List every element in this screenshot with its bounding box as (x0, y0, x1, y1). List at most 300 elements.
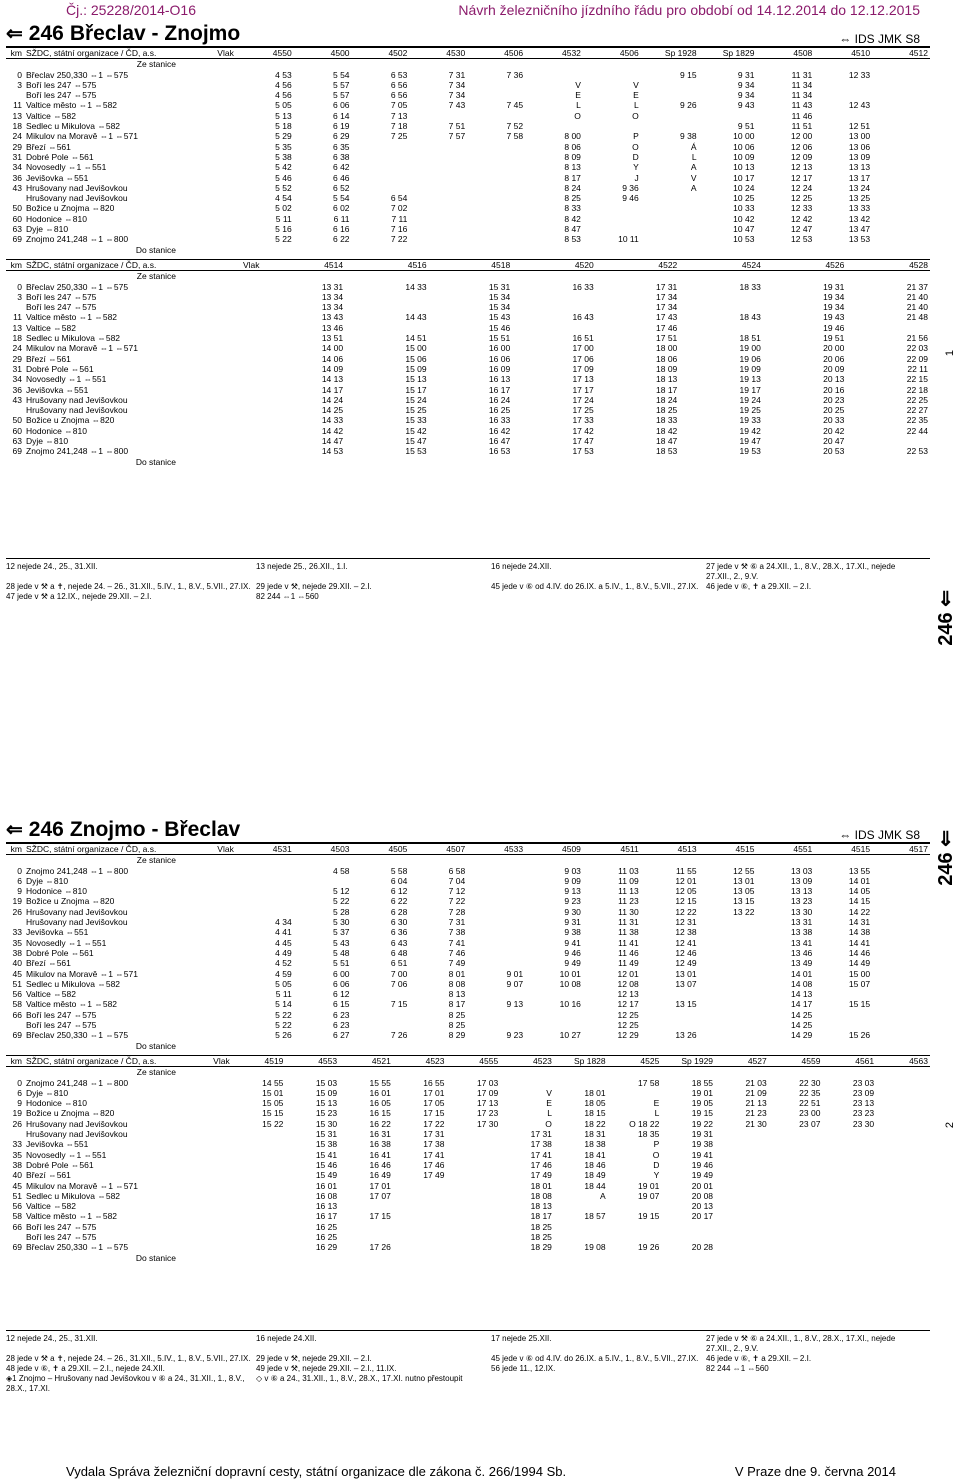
departure-time: 15 03 (315, 1077, 338, 1088)
departure-time (393, 1181, 447, 1191)
departure-time (608, 1201, 662, 1211)
departure-time: O (632, 141, 639, 152)
departure-time: L (654, 1108, 660, 1119)
station-km (6, 1020, 24, 1030)
departure-time: 8 17 (448, 999, 466, 1010)
departure-time: 6 12 (332, 989, 350, 1000)
departure-time: 17 00 (572, 343, 594, 354)
departure-time: 9 34 (737, 79, 755, 90)
departure-time: 12 08 (617, 978, 639, 989)
departure-time: 17 30 (476, 1118, 499, 1129)
departure-time (467, 866, 525, 876)
station-name: Sedlec u Mikulova ⇔582 (26, 978, 121, 989)
departure-time (769, 1201, 823, 1211)
departure-time: 19 46 (691, 1159, 714, 1170)
train-number: 4502 (352, 48, 410, 59)
station-name: Březí ⇔561 (26, 958, 71, 969)
departure-time: 16 41 (369, 1149, 391, 1160)
departure-time: 6 00 (332, 968, 350, 979)
table-row (6, 917, 930, 927)
timetable-section-breclav-znojmo (6, 22, 930, 467)
departure-time: 17 22 (423, 1118, 445, 1129)
departure-time: 11 03 (618, 865, 639, 876)
departure-time: 21 40 (906, 291, 928, 302)
departure-time: 12 17 (617, 999, 639, 1010)
departure-time: 18 55 (691, 1077, 714, 1088)
departure-time: 13 55 (848, 865, 871, 876)
departure-time: 15 17 (405, 384, 427, 395)
departure-time: 5 12 (332, 886, 350, 897)
departure-time: 10 11 (618, 234, 639, 245)
from-station-label: Ze stanice (136, 271, 176, 282)
table-row (6, 90, 930, 100)
departure-time (769, 1242, 823, 1252)
departure-time (393, 1191, 447, 1201)
station-name: Hrušovany nad Jevišovkou (26, 917, 128, 928)
departure-time: 12 13 (617, 989, 639, 1000)
departure-time: 21 23 (745, 1108, 767, 1119)
departure-time: 10 27 (559, 1030, 581, 1041)
departure-time: 16 17 (315, 1211, 338, 1222)
departure-time: 16 42 (488, 425, 511, 436)
departure-time: 13 25 (848, 193, 871, 204)
departure-time: 7 34 (448, 90, 466, 101)
departure-time: 13 03 (791, 865, 813, 876)
departure-time: 14 01 (848, 875, 871, 886)
departure-time: 10 16 (559, 999, 581, 1010)
departure-time: 12 38 (675, 927, 697, 938)
departure-time (294, 876, 352, 886)
departure-time: 16 05 (369, 1098, 391, 1109)
train-number: 4523 (500, 1055, 554, 1066)
station-name: Dyje ⇔810 (26, 1087, 69, 1098)
departure-time: 18 29 (530, 1242, 552, 1253)
departure-time: A (690, 162, 697, 173)
station-km: 43 (12, 394, 22, 405)
station-name: Znojmo 241,248 ⇔1 ⇔800 (26, 1077, 129, 1088)
departure-time: 13 38 (791, 927, 813, 938)
departure-time (409, 183, 467, 193)
table-row (6, 886, 930, 896)
train-number: 4513 (641, 844, 699, 855)
departure-time (232, 1232, 286, 1242)
departure-time: 19 24 (739, 394, 761, 405)
table-row (6, 203, 930, 213)
departure-time: P (633, 131, 639, 142)
departure-time: 15 51 (488, 333, 511, 344)
train-number: 4500 (294, 48, 352, 59)
departure-time: 13 23 (791, 896, 813, 907)
departure-time: 16 06 (488, 353, 511, 364)
departure-time: 7 05 (390, 100, 408, 111)
departure-time: 15 23 (315, 1108, 338, 1119)
station-name: Dobré Pole ⇔561 (26, 363, 94, 374)
departure-time (769, 1160, 823, 1170)
departure-time: 16 00 (488, 343, 511, 354)
departure-time: E (546, 1098, 552, 1109)
departure-time: 8 01 (448, 968, 466, 979)
station-name: Sedlec u Mikulova ⇔582 (26, 1190, 121, 1201)
departure-time: 18 57 (584, 1211, 606, 1222)
train-number: 4515 (814, 844, 872, 855)
departure-time (814, 989, 872, 999)
departure-time (822, 1181, 876, 1191)
departure-time: 8 24 (564, 182, 581, 193)
station-km: 40 (12, 1170, 22, 1181)
departure-time: 7 41 (448, 937, 466, 948)
departure-time: 9 23 (506, 1030, 524, 1041)
departure-time (814, 111, 872, 121)
departure-time: 23 07 (799, 1118, 821, 1129)
station-name: Jevišovka ⇔551 (26, 172, 89, 183)
table-row (6, 111, 930, 121)
departure-time: 7 46 (448, 947, 466, 958)
departure-time: 18 25 (530, 1231, 552, 1242)
table-row (6, 374, 930, 384)
table-row (6, 70, 930, 80)
departure-time: 17 07 (369, 1190, 391, 1201)
footnote: 13 nejede 25., 26.XII., 1.I. (256, 562, 348, 571)
departure-time: 5 26 (275, 1030, 292, 1041)
departure-time (339, 1222, 393, 1232)
departure-time: 12 25 (791, 193, 813, 204)
line-number: 246 (28, 817, 64, 841)
departure-time: 6 51 (390, 958, 408, 969)
departure-time: 5 16 (275, 224, 292, 235)
departure-time (814, 1020, 872, 1030)
table-row (6, 282, 930, 292)
station-name: Dyje ⇔810 (26, 435, 69, 446)
train-number: 4508 (756, 48, 814, 59)
departure-time: 8 29 (448, 1030, 466, 1041)
departure-time: 13 17 (848, 172, 871, 183)
station-name: Dobré Pole ⇔561 (26, 947, 94, 958)
km-header: km (6, 844, 24, 855)
table-row (6, 907, 930, 917)
departure-time: 20 25 (823, 405, 845, 416)
departure-time: 21 30 (745, 1118, 767, 1129)
station-km: 66 (12, 1009, 22, 1020)
footnote: 28 jede v ⚒ a ✝, nejede 24. – 26., 31.XII., 5.IV., 1., 8.V., 5.VII., 27.IX. (6, 1354, 251, 1363)
train-number: 4559 (769, 1055, 823, 1066)
departure-time (699, 969, 757, 979)
departure-time: 12 55 (733, 865, 755, 876)
departure-time: 5 37 (332, 927, 350, 938)
departure-time: D (653, 1159, 660, 1170)
departure-time: 7 25 (390, 131, 408, 142)
departure-time: 16 17 (488, 384, 511, 395)
departure-time: 16 29 (315, 1242, 338, 1253)
departure-time: 11 46 (791, 110, 813, 121)
departure-time (467, 907, 525, 917)
departure-time (679, 323, 763, 333)
station-km: 50 (12, 203, 22, 214)
departure-time: 13 33 (848, 203, 871, 214)
station-name: Dyje ⇔810 (26, 224, 69, 235)
departure-time (352, 989, 410, 999)
departure-time (236, 866, 294, 876)
departure-time (699, 917, 757, 927)
departure-time: D (632, 151, 639, 162)
train-number: 4514 (262, 259, 346, 270)
departure-time (409, 234, 467, 244)
departure-time: 20 13 (691, 1201, 714, 1212)
station-name: Hrušovany nad Jevišovkou (26, 394, 128, 405)
departure-time: 9 30 (564, 906, 581, 917)
departure-time: 6 28 (390, 906, 408, 917)
route-title: Břeclav - Znojmo (69, 21, 241, 45)
train-number: 4506 (467, 48, 525, 59)
departure-time (715, 1211, 769, 1221)
departure-time: 17 23 (476, 1108, 499, 1119)
station-name: Březí ⇔561 (26, 353, 71, 364)
departure-time: 6 19 (332, 121, 350, 132)
departure-time: 4 54 (275, 193, 292, 204)
departure-time: 7 45 (506, 100, 524, 111)
departure-time: 22 35 (906, 415, 928, 426)
departure-time: 15 34 (488, 302, 511, 313)
departure-time: 7 34 (448, 79, 466, 90)
departure-time: Á (690, 141, 697, 152)
departure-time (467, 948, 525, 958)
departure-time: 6 04 (390, 875, 408, 886)
departure-time (345, 292, 429, 302)
departure-time (525, 121, 583, 131)
departure-time: 7 22 (390, 234, 408, 245)
train-header-label: Vlak (178, 1055, 232, 1066)
departure-time: 17 34 (656, 291, 678, 302)
departure-time: 14 13 (321, 374, 344, 385)
departure-time: 22 25 (906, 394, 928, 405)
departure-time: 8 06 (564, 141, 581, 152)
departure-time: 13 46 (321, 322, 344, 333)
departure-time: 6 22 (332, 234, 350, 245)
departure-time (641, 224, 699, 234)
departure-time: 9 26 (680, 100, 697, 111)
departure-time: 13 22 (733, 906, 755, 917)
departure-time: 16 24 (488, 394, 511, 405)
departure-time (467, 896, 525, 906)
departure-time (699, 1030, 757, 1040)
train-number: 4515 (699, 844, 757, 855)
departure-time: 10 09 (733, 151, 755, 162)
departure-time: 14 15 (848, 896, 871, 907)
departure-time: Y (653, 1170, 660, 1181)
departure-time: 8 08 (448, 978, 466, 989)
station-name: Valtice ⇔582 (26, 1201, 76, 1212)
departure-time: 17 41 (423, 1149, 445, 1160)
departure-time: 22 51 (799, 1098, 821, 1109)
table-row (6, 183, 930, 193)
departure-time: 15 53 (405, 446, 427, 457)
departure-time: 9 46 (564, 947, 581, 958)
departure-time: 18 08 (530, 1190, 552, 1201)
km-header: km (6, 48, 24, 59)
train-number: 4555 (447, 1055, 501, 1066)
departure-time: 9 34 (737, 90, 755, 101)
departure-time: 5 43 (332, 937, 350, 948)
station-name: Jevišovka ⇔551 (26, 1139, 89, 1150)
station-name: Hodonice ⇔810 (26, 425, 87, 436)
departure-time: 15 43 (488, 312, 511, 323)
departure-time: 5 18 (275, 121, 292, 132)
departure-time: 5 02 (275, 203, 292, 214)
departure-time (822, 1170, 876, 1180)
station-name: Jevišovka ⇔551 (26, 384, 89, 395)
departure-time: 5 22 (275, 1009, 292, 1020)
departure-time: 7 18 (390, 121, 408, 132)
station-km: 18 (12, 333, 22, 344)
train-number: Sp 1829 (699, 48, 757, 59)
departure-time: 9 13 (564, 886, 581, 897)
departure-time: 15 05 (262, 1098, 284, 1109)
table-row (6, 1170, 930, 1180)
table-row (6, 312, 930, 322)
departure-time (467, 886, 525, 896)
station-name: Boří les 247 ⇔575 (26, 1009, 97, 1020)
station-km: 18 (12, 121, 22, 132)
departure-time: 11 38 (618, 927, 639, 938)
station-name: Dyje ⇔810 (26, 875, 69, 886)
departure-time: 19 06 (739, 353, 761, 364)
departure-time: 12 09 (791, 151, 813, 162)
departure-time: 9 15 (680, 69, 697, 80)
station-name: Mikulov na Moravě ⇔1 ⇔571 (26, 131, 138, 142)
operator-header: SŽDC, státní organizace / ČD, a.s. (24, 259, 178, 270)
departure-time: 23 30 (852, 1118, 875, 1129)
direction-arrow-icon: ⇐ (6, 23, 23, 45)
departure-time (769, 1150, 823, 1160)
table-row (6, 415, 930, 425)
departure-time: 22 11 (907, 363, 928, 374)
table-row (6, 1232, 930, 1242)
departure-time: 18 53 (656, 446, 678, 457)
departure-time: 18 51 (739, 333, 761, 344)
departure-time: 17 01 (423, 1087, 445, 1098)
table-row (6, 1222, 930, 1232)
departure-time (232, 1170, 286, 1180)
departure-time: 13 26 (675, 1030, 697, 1041)
departure-time: 15 38 (315, 1139, 338, 1150)
departure-time: 6 16 (332, 224, 350, 235)
departure-time: 15 07 (848, 978, 871, 989)
departure-time (232, 1211, 286, 1221)
departure-time: 20 28 (691, 1242, 714, 1253)
train-number: 4553 (285, 1055, 339, 1066)
station-name: Boří les 247 ⇔575 (26, 1231, 97, 1242)
timetable-table (6, 843, 930, 1051)
footnote: 12 nejede 24., 25., 31.XII. (6, 562, 98, 571)
train-number: 4510 (814, 48, 872, 59)
departure-time: 11 55 (675, 865, 697, 876)
departure-time: 12 33 (791, 203, 813, 214)
departure-time: 12 15 (675, 896, 697, 907)
departure-time (715, 1129, 769, 1139)
table-row (6, 395, 930, 405)
departure-time: 19 46 (823, 322, 845, 333)
station-km: 45 (12, 1180, 22, 1191)
station-name: Jevišovka ⇔551 (26, 927, 89, 938)
departure-time: 12 43 (848, 100, 871, 111)
departure-time: 16 15 (369, 1108, 391, 1119)
departure-time: 15 30 (315, 1118, 338, 1129)
departure-time: 22 18 (906, 384, 928, 395)
departure-time (467, 162, 525, 172)
departure-time (232, 1242, 286, 1252)
table-row (6, 948, 930, 958)
side-line-label: 246 ⇐ (935, 590, 957, 646)
departure-time: 6 36 (390, 927, 408, 938)
departure-time: 12 33 (848, 69, 871, 80)
departure-time: 7 02 (390, 203, 408, 214)
departure-time: 17 46 (530, 1159, 552, 1170)
departure-time: 8 09 (564, 151, 581, 162)
departure-time: 12 22 (675, 906, 697, 917)
timetable-table (6, 47, 930, 255)
departure-time: 19 31 (823, 281, 845, 292)
departure-time: 15 49 (315, 1170, 338, 1181)
station-name: Březí ⇔561 (26, 1170, 71, 1181)
station-name: Božice u Znojma ⇔820 (26, 415, 115, 426)
station-km: 33 (12, 927, 22, 938)
departure-time: 12 51 (848, 121, 871, 132)
station-km: 43 (12, 182, 22, 193)
departure-time (583, 121, 641, 131)
departure-time (232, 1129, 286, 1139)
departure-time: 23 03 (852, 1077, 875, 1088)
departure-time: 13 41 (791, 937, 813, 948)
departure-time: 8 42 (564, 213, 581, 224)
departure-time: 15 42 (405, 425, 427, 436)
station-km (6, 90, 24, 100)
departure-time: 14 55 (262, 1077, 284, 1088)
departure-time: 14 22 (848, 906, 871, 917)
footnote: ◈1 Znojmo – Hrušovany nad Jevišovkou v ⑥ a 24., 31.XII., 1., 8.V., 28.X., 17.XI. (6, 1374, 245, 1393)
departure-time: A (599, 1190, 606, 1201)
departure-time: 17 31 (423, 1129, 445, 1140)
departure-time: 15 01 (262, 1087, 284, 1098)
station-name: Hrušovany nad Jevišovkou (26, 1118, 128, 1129)
departure-time: 9 51 (737, 121, 755, 132)
departure-time (352, 173, 410, 183)
departure-time: 9 36 (622, 182, 639, 193)
departure-time: 22 53 (906, 446, 928, 457)
departure-time: 16 47 (488, 435, 511, 446)
departure-time (822, 1129, 876, 1139)
departure-time (467, 1010, 525, 1020)
departure-time: 19 26 (638, 1242, 660, 1253)
departure-time (409, 224, 467, 234)
station-km: 60 (12, 213, 22, 224)
station-km: 0 (17, 865, 22, 876)
departure-time: 6 56 (390, 79, 408, 90)
departure-time (679, 292, 763, 302)
departure-time: L (634, 100, 639, 111)
departure-time: 4 49 (275, 947, 292, 958)
notes-section (6, 558, 930, 602)
train-number: 4516 (345, 259, 429, 270)
departure-time: 19 05 (691, 1098, 714, 1109)
departure-time: 17 09 (572, 363, 594, 374)
departure-time: O 18 22 (629, 1118, 660, 1129)
departure-time: 19 38 (691, 1139, 714, 1150)
departure-time: 6 52 (332, 182, 350, 193)
departure-time: 19 31 (691, 1129, 714, 1140)
departure-time: 11 13 (618, 886, 639, 897)
departure-time: 21 56 (906, 333, 928, 344)
train-number: 4563 (876, 1055, 930, 1066)
departure-time: 16 43 (572, 312, 594, 323)
